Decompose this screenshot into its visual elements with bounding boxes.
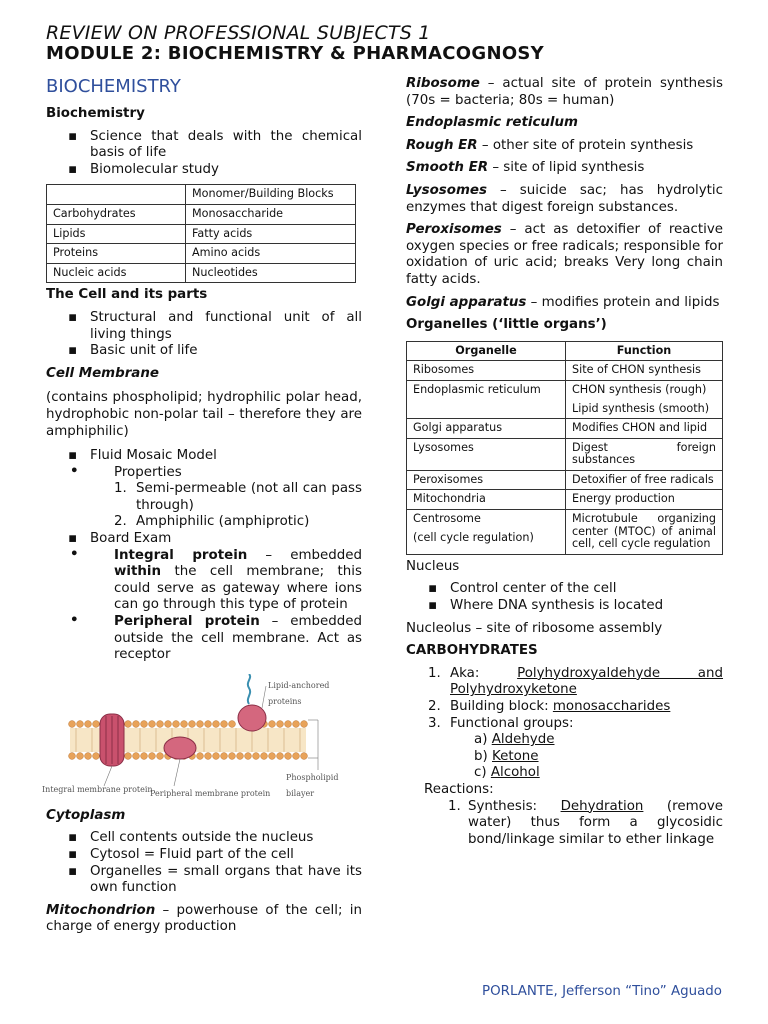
function-text: Lipid synthesis (smooth) [572,401,710,415]
table-cell [566,380,723,418]
integral-term: Integral protein [114,547,248,563]
table-row [407,510,723,555]
list-item: 2. Building block: monosaccharides [428,699,671,714]
table-row [407,438,723,470]
list-item: ▪ Cytosol = Fluid part of the cell [46,847,362,864]
table-row [47,224,356,244]
lysosomes-term: Lysosomes [406,182,487,198]
table-cell [47,185,186,205]
table-row [47,244,356,264]
table-row [407,490,723,510]
integral-text: – embedded [247,547,362,563]
table-cell: Nucleotides [186,263,356,283]
peroxisomes-desc: – act as detoxifier of reactive oxygen species or free radicals; responsible for oxidation of uric acid; breaks Very long chain fatty acids. [406,222,723,287]
table-cell: Amino acids [186,244,356,264]
organelles-heading: Organelles (‘little organs’) [406,317,607,333]
list-item [46,465,362,531]
table-row [407,470,723,490]
table-cell: Ribosomes [407,361,566,381]
list-item: 2. Amphiphilic (amphiprotic) [114,514,310,530]
reactions-list [406,799,723,849]
synthesis-term: Dehydration [560,798,644,814]
mitochondrion-term: Mitochondrion [46,902,156,918]
cytoplasm-heading: Cytoplasm [46,807,126,823]
golgi-desc: – modifies protein and lipids [526,294,720,310]
table-cell: Microtubule organizing center (MTOC) of animal cell, cell cycle regulation [566,510,723,555]
ribosome-text [406,76,723,109]
board-exam-label: Board Exam [90,531,172,547]
list-item [46,614,362,664]
cell-membrane-diagram [42,674,362,799]
rough-er-text [406,138,723,155]
table-cell: Lysosomes [407,438,566,470]
right-column [406,76,723,848]
integral-protein-label: Integral membrane protein [42,784,153,794]
group-name: Ketone [492,748,539,764]
list-item: ▪ Where DNA synthesis is located [406,598,723,615]
lipid-anchored-label: Lipid-anchored proteins [268,680,330,707]
table-header-cell: Organelle [407,341,566,361]
group-letter: c) [474,765,487,781]
carbohydrates-heading: CARBOHYDRATES [406,643,538,659]
left-column [42,76,362,942]
cell-list [46,310,362,360]
block-value: monosaccharides [552,699,671,714]
list-item [46,448,362,531]
within-term: within [114,564,162,580]
nucleus-heading: Nucleus [406,558,460,574]
lysosomes-text [406,183,723,216]
membrane-heading: Cell Membrane [46,365,159,381]
list-item: 1. Semi-permeable (not all can pass through) [114,481,362,513]
mitochondrion-desc: – powerhouse of the cell; in charge of energy production [46,902,362,935]
aka-label: Aka: [450,665,518,681]
group-letter: b) [474,748,488,764]
peroxisomes-text [406,222,723,288]
table-cell: Endoplasmic reticulum [407,380,566,418]
list-item: ▪ Basic unit of life [46,343,362,360]
synthesis-label: Synthesis: [468,798,561,814]
table-row [407,361,723,381]
list-item: 1. Synthesis: Dehydration (remove water) thus form a glycosidic bond/linkage similar to ether linkage [448,798,723,847]
list-item: ▪ Structural and functional unit of all living things [46,310,362,343]
properties-label: Properties [114,464,182,480]
membrane-list [46,448,362,664]
table-cell: Fatty acids [186,224,356,244]
table-cell: Proteins [47,244,186,264]
table-cell: Mitochondria [407,490,566,510]
board-exam-list [46,548,362,664]
list-item: 1. Aka: Polyhydroxyaldehyde and Polyhydroxyketone [428,665,724,698]
section-title: BIOCHEMISTRY [46,76,181,97]
group-item [450,765,723,782]
table-cell: Carbohydrates [47,204,186,224]
property-text: Amphiphilic (amphiprotic) [136,514,310,530]
list-item: ▪ Control center of the cell [406,581,723,598]
table-row [407,419,723,439]
cytoplasm-list [46,830,362,896]
peripheral-term: Peripheral protein [114,614,260,630]
table-cell: Lipids [47,224,186,244]
list-item: ▪ Science that deals with the chemical basis of life [46,129,362,162]
table-cell: Modifies CHON and lipid [566,419,723,439]
group-name: Aldehyde [491,732,555,748]
table-row [407,380,723,418]
list-item: ▪ Cell contents outside the nucleus [46,830,362,847]
table-cell: Energy production [566,490,723,510]
table-row [47,263,356,283]
table-cell: Monosaccharide [186,204,356,224]
groups-label: Functional groups: [450,715,574,731]
carbohydrates-list [406,666,723,782]
organelle-name: Centrosome [413,512,481,526]
organelle-note: (cell cycle regulation) [413,530,534,544]
golgi-text [406,295,723,312]
table-cell: Digest foreign substances [566,438,723,470]
properties-items [46,481,362,531]
list-item [46,548,362,614]
integral-text: the cell membrane; this could serve as gateway where ions can go through this type of protein [114,564,362,613]
smooth-er-text [406,160,723,177]
aka-value: Polyhydroxyaldehyde and Polyhydroxyketone [450,665,724,698]
table-cell: Golgi apparatus [407,419,566,439]
table-header-row [407,341,723,361]
table-header-row [47,185,356,205]
rough-er-term: Rough ER [406,137,478,153]
bilayer-label: Phospholipid bilayer [286,772,339,799]
block-label: Building block: [450,699,553,714]
lysosomes-desc: – suicide sac; has hydrolytic enzymes that digest foreign substances. [406,182,723,215]
group-name: Alcohol [490,765,540,781]
group-item [450,749,723,766]
reactions-label: Reactions: [424,781,494,797]
cell-heading: The Cell and its parts [46,287,208,303]
properties-list [46,465,362,531]
ribosome-term: Ribosome [406,76,480,91]
table-header-cell: Function [566,341,723,361]
list-item [46,531,362,664]
membrane-text: (contains phospholipid; hydrophilic polar head, hydrophobic non-polar tail – therefore they are amphiphilic) [46,390,362,439]
biochem-list [46,129,362,179]
table-row [47,204,356,224]
golgi-term: Golgi apparatus [406,294,527,310]
smooth-er-term: Smooth ER [406,160,489,176]
table-cell: Peroxisomes [407,470,566,490]
biochem-heading: Biochemistry [46,106,145,121]
organelle-table [406,341,723,555]
table-cell: Monomer/Building Blocks [186,185,356,205]
group-item [450,732,723,749]
er-heading: Endoplasmic reticulum [406,115,579,131]
module-title: MODULE 2: BIOCHEMISTRY & PHARMACOGNOSY [46,43,545,64]
nucleolus-text: Nucleolus – site of ribosome assembly [406,620,663,636]
nucleus-list [406,581,723,614]
table-cell: Site of CHON synthesis [566,361,723,381]
peripheral-protein-label: Peripheral membrane protein [150,788,271,798]
table-cell [407,510,566,555]
list-item: ▪ Biomolecular study [46,162,362,179]
peripheral-text: – embedded outside the cell membrane. Act as receptor [114,614,362,663]
fluid-mosaic-label: Fluid Mosaic Model [90,448,217,464]
table-cell: Detoxifier of free radicals [566,470,723,490]
property-text: Semi-permeable (not all can pass through) [136,481,362,513]
mitochondrion-text [46,903,362,936]
rough-er-desc: – other site of protein synthesis [477,137,694,153]
table-cell: Nucleic acids [47,263,186,283]
smooth-er-desc: – site of lipid synthesis [488,160,645,176]
list-item: ▪ Organelles = small organs that have its own function [46,864,362,897]
group-letter: a) [474,732,488,748]
list-item: 3. Functional groups: a) Aldehyde b) Ketone c) Alcohol [406,716,723,782]
ribosome-desc: – actual site of protein synthesis (70s = bacteria; 80s = human) [406,76,723,108]
synthesis-text: (remove water) thus form a glycosidic bond/linkage similar to ether linkage [468,798,723,847]
monomer-table [46,184,356,283]
author-footer: PORLANTE, Jefferson “Tino” Aguado [482,984,722,999]
function-text: CHON synthesis (rough) [572,382,707,396]
peroxisomes-term: Peroxisomes [406,222,502,238]
document-title: REVIEW ON PROFESSIONAL SUBJECTS 1 [46,22,431,44]
